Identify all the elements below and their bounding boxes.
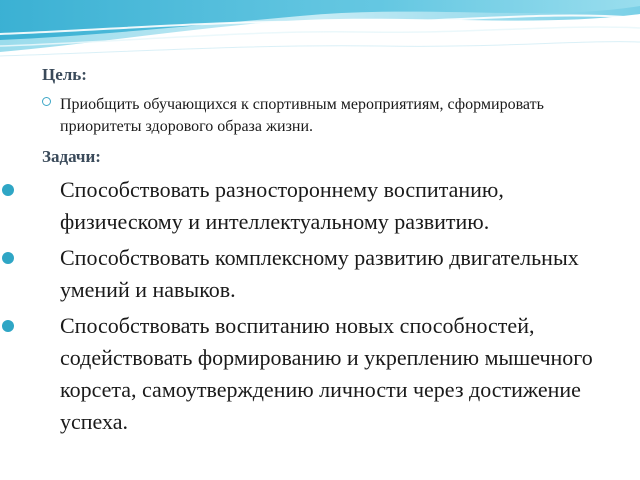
filled-circle-bullet-icon xyxy=(2,252,14,264)
goal-item-text: Приобщить обучающихся к спортивным мероприятиям, сформировать приоритеты здорового образа жизни. xyxy=(60,96,544,135)
hollow-circle-bullet-icon xyxy=(42,97,51,106)
list-item xyxy=(2,310,622,438)
tasks-heading: Задачи: xyxy=(42,147,101,166)
goal-list xyxy=(42,94,622,138)
filled-circle-bullet-icon xyxy=(2,184,14,196)
slide-content xyxy=(42,62,622,442)
list-item xyxy=(2,242,622,306)
header-wave-banner xyxy=(0,0,640,62)
tasks-list xyxy=(2,174,622,438)
filled-circle-bullet-icon xyxy=(2,320,14,332)
task-item-text: Способствовать воспитанию новых способностей, содействовать формированию и укреплению мышечного корсета, самоутверждению личности через достижение успеха. xyxy=(60,313,593,434)
list-item xyxy=(2,174,622,238)
task-item-text: Способствовать разностороннему воспитанию, физическому и интеллектуальному развитию. xyxy=(60,177,504,234)
list-item xyxy=(42,94,622,138)
goal-heading: Цель: xyxy=(42,65,87,84)
task-item-text: Способствовать комплексному развитию двигательных умений и навыков. xyxy=(60,245,579,302)
